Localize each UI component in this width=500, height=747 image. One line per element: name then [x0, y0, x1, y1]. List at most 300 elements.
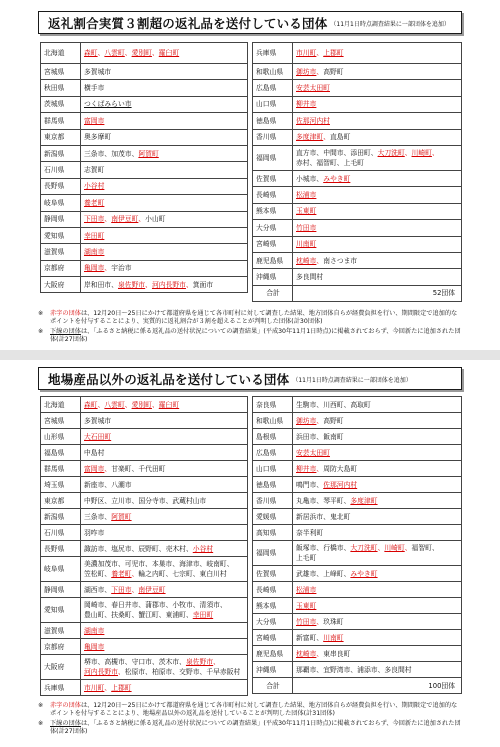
prefecture-cell: 大阪府: [41, 277, 81, 293]
municipality-item: [84, 667, 125, 677]
municipality-name: 赤村: [296, 158, 310, 167]
list-separator: 、: [404, 148, 412, 157]
prefecture-cell: 熊本県: [253, 598, 293, 614]
table-body: [253, 43, 462, 302]
municipality-item: [296, 617, 323, 627]
municipality-name: 亀岡市: [84, 642, 105, 651]
municipality-item: [323, 480, 357, 490]
municipality-item: [84, 132, 111, 142]
municipality-cell: [81, 429, 248, 445]
prefecture-cell: 和歌山県: [253, 413, 293, 429]
municipality-name: 東浦町: [165, 611, 186, 619]
municipality-name: 直島町: [329, 133, 351, 142]
list-separator: 、: [185, 611, 193, 619]
prefecture-cell: 奈良県: [253, 397, 293, 413]
municipality-item: [350, 496, 377, 506]
municipality-cell: [293, 582, 462, 598]
list-separator: 、: [316, 256, 324, 265]
municipality-item: [323, 496, 350, 506]
prefecture-cell: 高知県: [253, 525, 293, 541]
municipality-name: 扶桑町: [111, 611, 132, 619]
footnote-term: 下線の団体: [50, 720, 81, 727]
municipality-item: [84, 231, 104, 241]
list-separator: 、: [158, 611, 166, 619]
table-row: [253, 269, 462, 285]
municipality-item: [296, 585, 316, 595]
municipality-item: [323, 665, 357, 675]
prefecture-cell: 京都府: [41, 639, 81, 655]
prefecture-cell: 茨城県: [41, 96, 81, 112]
section-title-box: [38, 11, 462, 34]
municipality-item: [296, 543, 323, 553]
municipality-cell: [81, 64, 248, 80]
municipality-item: [111, 544, 138, 554]
municipality-item: [412, 148, 439, 158]
municipality-name: 奥多摩町: [84, 133, 112, 142]
footnote-text: は、「ふるさと納税に係る返礼品の送付状況についての調査結果」(平成30年11月1日時点)に掲載されておらず、今回新たに追加された団体(計27団体): [50, 328, 461, 343]
list-separator: 、: [158, 544, 166, 553]
municipality-item: [172, 569, 199, 579]
prefecture-cell: 兵庫県: [41, 680, 81, 696]
municipality-cell: [293, 80, 462, 96]
prefecture-cell: 宮崎県: [253, 630, 293, 646]
municipality-cell: [81, 541, 248, 557]
municipality-name: 羅臼町: [158, 49, 180, 57]
municipality-item: [296, 272, 323, 282]
municipality-item: [296, 553, 316, 563]
list-separator: 、: [316, 174, 324, 183]
municipality-item: [84, 280, 118, 290]
municipality-name: つくばみらい市: [84, 100, 132, 109]
municipality-cell: [81, 557, 248, 582]
prefecture-cell: 滋賀県: [41, 623, 81, 639]
table-row: [41, 445, 248, 461]
table-row: [253, 582, 462, 598]
municipality-cell: [293, 397, 462, 413]
municipality-name: 佐那河内村: [323, 480, 358, 489]
table-row: [41, 655, 248, 680]
prefecture-cell: 鹿児島県: [253, 252, 293, 268]
footnote-text: は、「ふるさと納税に係る返礼品の送付状況についての調査結果」(平成30年11月1日時点)に掲載されておらず、今回新たに追加された団体(計27団体): [50, 720, 461, 735]
municipality-name: 泉佐野市: [185, 658, 214, 666]
municipality-item: [84, 600, 111, 610]
municipality-name: 多賀城市: [84, 67, 112, 76]
municipality-name: 松原市: [124, 668, 146, 676]
table-row: [41, 129, 248, 145]
list-separator: 、: [316, 544, 324, 552]
list-separator: 、: [165, 570, 173, 578]
municipality-item: [84, 263, 111, 273]
municipality-item: [323, 400, 350, 410]
municipality-cell: [293, 646, 462, 662]
table-row: [41, 582, 248, 598]
list-separator: 、: [336, 158, 344, 167]
municipality-name: 八雲町: [104, 400, 125, 409]
municipality-name: 千早赤阪村: [206, 668, 241, 676]
municipality-name: 美濃加茂市: [84, 560, 118, 568]
table-row: [41, 461, 248, 477]
list-separator: 、: [97, 658, 105, 666]
list-separator: 、: [316, 480, 324, 489]
prefecture-cell: 岐阜県: [41, 557, 81, 582]
municipality-name: 諏訪市: [84, 544, 105, 553]
municipality-name: 鳴門市: [296, 480, 317, 489]
municipality-item: [138, 149, 158, 159]
municipality-cell: [293, 493, 462, 509]
list-separator: 、: [104, 512, 112, 521]
municipality-item: [206, 559, 233, 569]
municipality-item: [111, 585, 138, 595]
table-row: [253, 80, 462, 96]
municipality-cell: [81, 413, 248, 429]
table-row: [253, 445, 462, 461]
table-row: [253, 129, 462, 145]
table-row: [41, 113, 248, 129]
municipality-cell: [293, 413, 462, 429]
list-separator: 、: [124, 658, 132, 666]
list-separator: 、: [145, 560, 152, 568]
prefecture-cell: 長野県: [41, 178, 81, 194]
municipality-name: 行橋市: [323, 544, 344, 552]
municipality-cell: [293, 187, 462, 203]
list-separator: 、: [343, 544, 351, 552]
municipality-item: [84, 683, 111, 693]
table-row: [41, 509, 248, 525]
prefecture-table-left: [40, 396, 248, 696]
municipality-item: [296, 432, 323, 442]
prefecture-cell: 新潟県: [41, 145, 81, 161]
section-title-box: [38, 367, 462, 390]
municipality-name: 森町: [84, 49, 98, 57]
municipality-cell: [293, 170, 462, 186]
list-separator: 、: [104, 264, 112, 273]
municipality-name: 南さつま市: [323, 256, 358, 265]
footnote-term: 下線の団体: [50, 328, 81, 335]
municipality-item: [378, 148, 412, 158]
list-separator: 、: [138, 215, 146, 224]
municipality-item: [138, 464, 165, 474]
municipality-name: 岡崎市: [84, 601, 105, 609]
table-row: [253, 598, 462, 614]
total-row: [253, 678, 462, 694]
municipality-name: 中野区: [84, 496, 105, 505]
municipality-name: 甘楽町: [111, 464, 132, 473]
list-separator: 、: [97, 400, 105, 409]
municipality-item: [296, 239, 316, 249]
list-separator: 、: [192, 601, 200, 609]
municipality-item: [84, 67, 111, 77]
municipality-name: 宇治市: [111, 264, 132, 273]
table-row: [253, 461, 462, 477]
municipality-item: [84, 569, 111, 579]
municipality-name: 養老町: [111, 570, 132, 578]
municipality-cell: [81, 260, 248, 276]
list-separator: 、: [104, 544, 112, 553]
list-separator: 、: [104, 215, 112, 224]
municipality-name: 飯南町: [323, 432, 344, 441]
municipality-name: みやき町: [323, 174, 351, 183]
municipality-name: 森町: [84, 400, 98, 409]
municipality-item: [296, 48, 323, 58]
municipality-cell: [293, 145, 462, 170]
municipality-cell: [81, 211, 248, 227]
prefecture-cell: 静岡県: [41, 211, 81, 227]
list-separator: 、: [131, 149, 139, 158]
prefecture-table-left: [40, 42, 248, 293]
table-row: [253, 187, 462, 203]
municipality-name: 中間市: [323, 148, 344, 157]
table-row: [41, 680, 248, 696]
municipality-item: [296, 512, 330, 522]
municipality-item: [145, 214, 165, 224]
list-separator: 、: [145, 668, 152, 676]
municipality-item: [384, 665, 411, 675]
prefecture-cell: 山形県: [41, 429, 81, 445]
municipality-name: 塩尻市: [111, 544, 132, 553]
section-title: 地場産品以外の返礼品を送付している団体: [48, 371, 290, 387]
municipality-name: 玖珠町: [323, 617, 344, 626]
municipality-item: [412, 543, 439, 553]
municipality-name: 岸和田市: [84, 280, 112, 289]
municipality-name: 丸亀市: [296, 496, 317, 505]
municipality-name: 小牧市: [172, 601, 193, 609]
municipality-cell: [81, 397, 248, 413]
municipality-item: [323, 256, 357, 266]
prefecture-cell: 徳島県: [253, 113, 293, 129]
municipality-name: 安芸太田町: [296, 448, 330, 457]
municipality-item: [84, 48, 104, 58]
municipality-cell: [81, 178, 248, 194]
list-separator: 、: [151, 400, 159, 409]
table-row: [253, 96, 462, 112]
prefecture-cell: 沖縄県: [253, 662, 293, 678]
list-separator: 、: [104, 570, 112, 578]
list-separator: 、: [104, 601, 112, 609]
table-row: [41, 64, 248, 80]
municipality-cell: [293, 43, 462, 64]
prefecture-cell: 大分県: [253, 614, 293, 630]
municipality-item: [111, 569, 138, 579]
municipality-item: [323, 48, 343, 58]
municipality-cell: [293, 269, 462, 285]
municipality-name: 川西町: [323, 400, 344, 409]
municipality-item: [132, 657, 159, 667]
prefecture-cell: 群馬県: [41, 113, 81, 129]
municipality-name: 三条市: [84, 512, 105, 521]
municipality-item: [323, 633, 343, 643]
table-row: [253, 252, 462, 268]
municipality-name: 竹田市: [296, 223, 317, 232]
municipality-name: 福智町: [316, 158, 337, 167]
municipality-item: [357, 665, 384, 675]
municipality-name: 守口市: [131, 658, 152, 666]
municipality-name: 上毛町: [343, 158, 364, 167]
municipality-name: 海津市: [179, 560, 200, 568]
municipality-item: [296, 416, 323, 426]
list-separator: 、: [316, 49, 324, 57]
table-row: [41, 413, 248, 429]
municipality-item: [111, 214, 145, 224]
municipality-item: [323, 432, 343, 442]
list-separator: 、: [104, 496, 112, 505]
municipality-name: 愛別町: [131, 49, 152, 57]
footnotes: [38, 310, 462, 346]
municipality-name: 佐那河内村: [296, 116, 330, 125]
municipality-name: 可児市: [124, 560, 146, 568]
municipality-name: 愛別町: [131, 400, 152, 409]
municipality-cell: [293, 541, 462, 566]
municipality-name: 七宗町: [172, 570, 193, 578]
list-separator: 、: [185, 280, 193, 289]
municipality-item: [296, 132, 330, 142]
prefecture-cell: 徳島県: [253, 477, 293, 493]
municipality-name: 柏原市: [151, 668, 173, 676]
municipality-cell: [293, 113, 462, 129]
municipality-name: 上郡町: [323, 49, 344, 57]
municipality-name: 春日井市: [111, 601, 139, 609]
municipality-item: [152, 667, 179, 677]
list-separator: 、: [213, 658, 220, 666]
table-row: [253, 64, 462, 80]
list-separator: 、: [343, 569, 351, 578]
municipality-item: [84, 214, 111, 224]
municipality-name: 福智町: [411, 544, 432, 552]
municipality-cell: [81, 655, 248, 680]
municipality-cell: [293, 429, 462, 445]
municipality-item: [84, 544, 111, 554]
municipality-cell: [81, 244, 248, 260]
footnote: [38, 720, 462, 736]
municipality-name: 浦添市: [357, 665, 378, 674]
footnote-term: 赤字の団体: [50, 310, 81, 317]
prefecture-cell: 秋田県: [41, 80, 81, 96]
municipality-name: 新居浜市: [296, 512, 324, 521]
municipality-item: [159, 400, 179, 410]
municipality-cell: [81, 129, 248, 145]
prefecture-cell: 長崎県: [253, 187, 293, 203]
prefecture-cell: 滋賀県: [41, 244, 81, 260]
list-separator: 、: [316, 148, 324, 157]
municipality-item: [152, 280, 193, 290]
list-separator: 、: [117, 668, 125, 676]
prefecture-cell: 宮城県: [41, 64, 81, 80]
municipality-cell: [81, 461, 248, 477]
municipality-item: [296, 223, 316, 233]
table-row: [253, 43, 462, 64]
municipality-item: [159, 48, 179, 58]
list-separator: 、: [316, 464, 324, 473]
municipality-item: [84, 165, 104, 175]
municipality-name: 玉東町: [296, 601, 317, 610]
municipality-item: [179, 667, 206, 677]
municipality-name: 松浦市: [296, 191, 317, 200]
section-title-note: （11月1日時点調査結果に一部団体を追加）: [292, 377, 412, 384]
list-separator: 、: [316, 416, 324, 425]
list-separator: 、: [199, 560, 207, 568]
prefecture-cell: 香川県: [253, 129, 293, 145]
municipality-cell: [81, 96, 248, 112]
municipality-cell: [293, 525, 462, 541]
municipality-cell: [293, 96, 462, 112]
municipality-item: [323, 569, 350, 579]
municipality-cell: [81, 277, 248, 293]
municipality-cell: [293, 598, 462, 614]
prefecture-cell: 宮崎県: [253, 236, 293, 252]
list-separator: 、: [131, 496, 139, 505]
municipality-name: 大刀洗町: [377, 148, 405, 157]
prefecture-cell: 大阪府: [41, 655, 81, 680]
municipality-item: [84, 181, 104, 191]
list-separator: 、: [343, 148, 351, 157]
municipality-item: [111, 464, 138, 474]
list-separator: 、: [104, 480, 112, 489]
list-separator: 、: [131, 585, 139, 594]
prefecture-cell: 石川県: [41, 525, 81, 541]
municipality-cell: [293, 614, 462, 630]
municipality-item: [186, 657, 220, 667]
municipality-name: 横手市: [84, 84, 105, 93]
table-body: [41, 43, 248, 293]
municipality-item: [296, 190, 316, 200]
municipality-name: 亀岡市: [84, 264, 105, 273]
table-row: [41, 623, 248, 639]
municipality-item: [145, 600, 172, 610]
municipality-name: 川崎町: [411, 148, 432, 157]
prefecture-cell: 山口県: [253, 461, 293, 477]
municipality-cell: [81, 639, 248, 655]
list-separator: 、: [370, 148, 378, 157]
footnote-mark: ※: [38, 720, 44, 727]
prefecture-cell: 香川県: [253, 493, 293, 509]
municipality-name: 南伊豆町: [111, 215, 139, 224]
footnotes: [38, 702, 462, 738]
municipality-item: [84, 464, 111, 474]
prefecture-cell: 広島県: [253, 445, 293, 461]
municipality-item: [206, 667, 240, 677]
municipality-cell: [81, 113, 248, 129]
municipality-name: 河内長野市: [151, 280, 186, 289]
municipality-item: [296, 464, 323, 474]
list-separator: 、: [131, 611, 139, 619]
municipality-item: [84, 149, 111, 159]
municipality-item: [138, 569, 172, 579]
municipality-item: [193, 544, 213, 554]
table-row: [41, 493, 248, 509]
municipality-item: [323, 148, 350, 158]
footnote: [38, 310, 462, 326]
municipality-item: [118, 280, 152, 290]
municipality-name: 小谷村: [84, 182, 105, 191]
footnote-mark: ※: [38, 702, 44, 709]
total-row: [253, 285, 462, 301]
prefecture-cell: 佐賀県: [253, 170, 293, 186]
list-separator: 、: [179, 658, 186, 666]
prefecture-cell: 新潟県: [41, 509, 81, 525]
municipality-name: 幸田町: [192, 611, 214, 619]
municipality-cell: [81, 493, 248, 509]
municipality-name: 羅臼町: [158, 400, 180, 409]
municipality-cell: [81, 80, 248, 96]
list-separator: 、: [192, 570, 200, 578]
table-row: [41, 260, 248, 276]
municipality-name: 高槻市: [104, 658, 125, 666]
municipality-name: 蟹江町: [138, 611, 159, 619]
list-separator: 、: [138, 601, 146, 609]
table-row: [41, 397, 248, 413]
municipality-item: [111, 480, 131, 490]
list-separator: 、: [124, 400, 132, 409]
municipality-name: 養老町: [84, 198, 105, 207]
